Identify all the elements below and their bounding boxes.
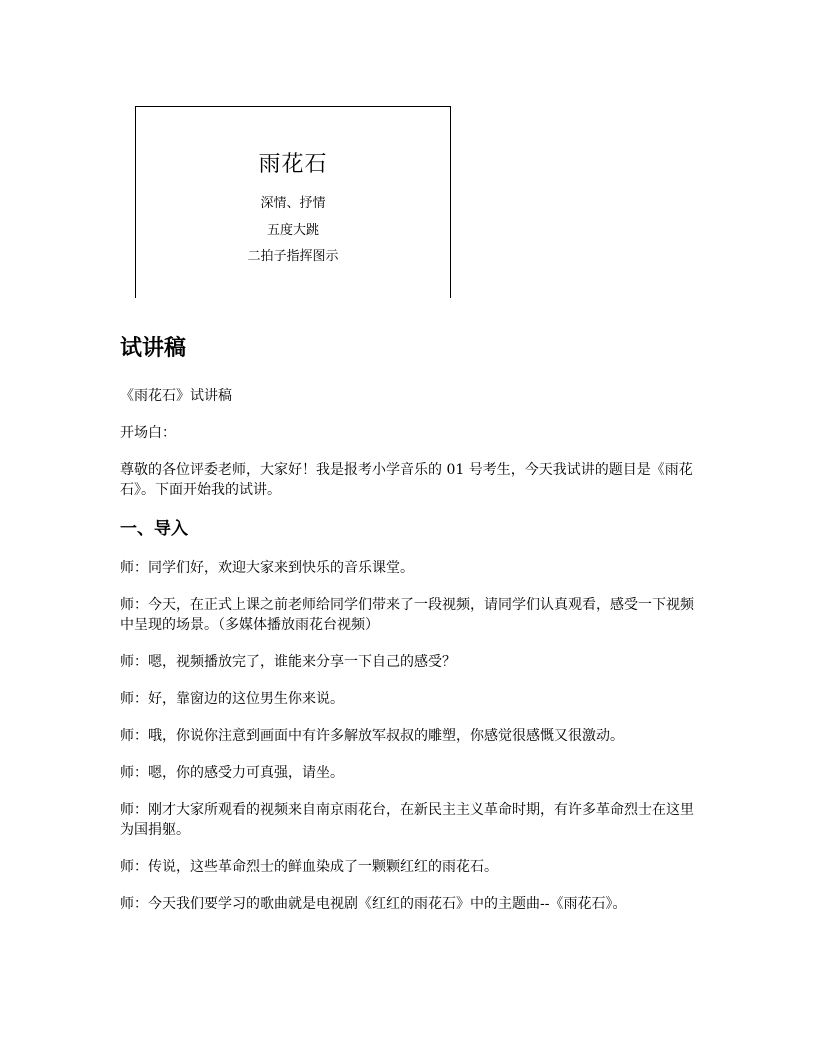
paragraph: 师：好，靠窗边的这位男生你来说。 <box>120 691 344 707</box>
paragraph: 师：哦，你说你注意到画面中有许多解放军叔叔的雕塑，你感觉很感慨又很激动。 <box>120 728 624 744</box>
document-body <box>120 333 700 931</box>
paragraph: 师：嗯，你的感受力可真强，请坐。 <box>120 765 344 781</box>
opening-text: 尊敬的各位评委老师，大家好！我是报考小学音乐的 01 号考生，今天我试讲的题目是《雨花石》。下面开始我的试讲。 <box>120 462 693 498</box>
slide-title: 雨花石 <box>258 152 328 177</box>
paragraph: 师：嗯，视频播放完了，谁能来分享一下自己的感受？ <box>120 654 456 670</box>
document-title: 试讲稿 <box>120 336 187 361</box>
slide-line-interval: 五度大跳 <box>266 223 319 238</box>
paragraph: 师：传说，这些革命烈士的鲜血染成了一颗颗红红的雨花石。 <box>120 859 498 875</box>
slide-line-emotion: 深情、抒情 <box>260 196 326 211</box>
document-subtitle: 《雨花石》试讲稿 <box>120 388 232 404</box>
opening-label: 开场白： <box>120 425 176 441</box>
paragraph: 师：今天我们要学习的歌曲就是电视剧《红红的雨花石》中的主题曲--《雨花石》。 <box>120 896 627 912</box>
paragraph: 师：今天，在正式上课之前老师给同学们带来了一段视频，请同学们认真观看，感受一下视频中呈现的场景。（多媒体播放雨花台视频） <box>120 597 694 633</box>
slide-line-conducting: 二拍子指挥图示 <box>247 249 339 264</box>
slide-thumbnail <box>135 106 451 298</box>
paragraph: 师：同学们好，欢迎大家来到快乐的音乐课堂。 <box>120 560 414 576</box>
section-heading-intro: 一、导入 <box>120 519 188 539</box>
paragraph: 师：刚才大家所观看的视频来自南京雨花台，在新民主主义革命时期，有许多革命烈士在这里为国捐躯。 <box>120 802 694 838</box>
